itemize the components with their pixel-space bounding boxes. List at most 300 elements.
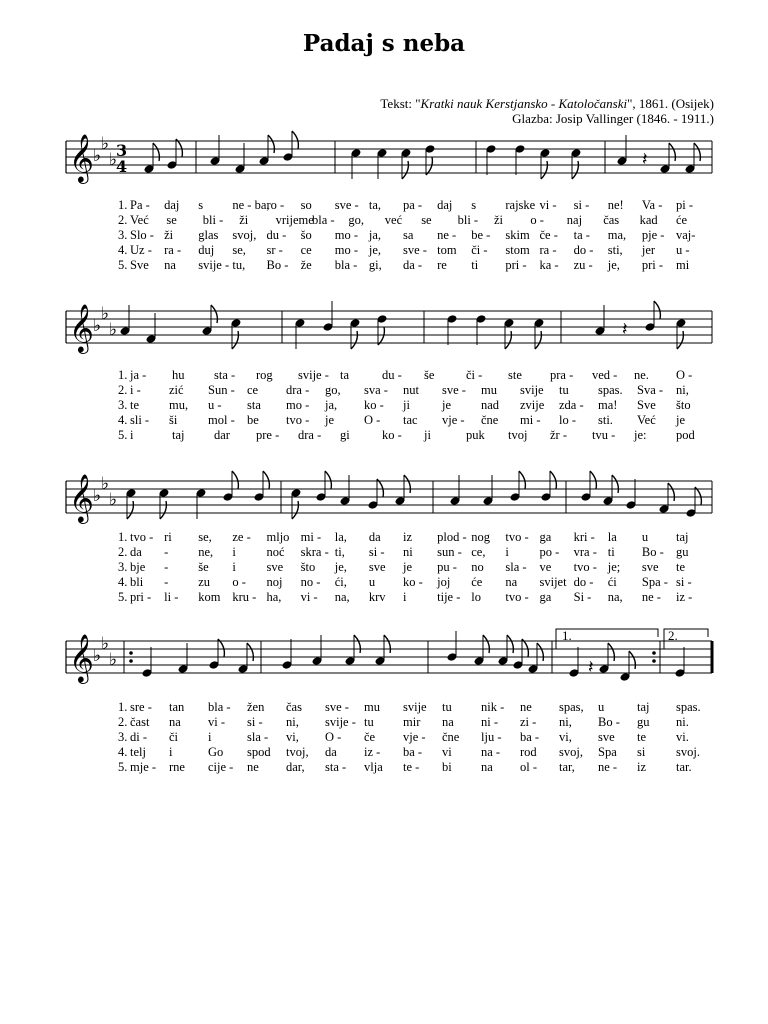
lyric-syllable: si - xyxy=(676,575,692,589)
note-flag xyxy=(384,635,390,653)
lyric-syllable: si xyxy=(637,745,646,759)
note-flag xyxy=(695,487,701,505)
lyric-syllable: ba - xyxy=(403,745,423,759)
lyric-syllable: vi, xyxy=(286,730,299,744)
flat-icon: ♭ xyxy=(101,634,110,654)
verse-number: 3. xyxy=(118,560,128,574)
lyric-syllable: u - xyxy=(208,398,222,412)
lyric-syllable: ni. xyxy=(676,715,689,729)
lyric-syllable: nad xyxy=(481,398,500,412)
lyric-syllable: do - xyxy=(573,575,594,589)
verse-number: 4. xyxy=(118,243,128,257)
lyric-syllable: O - xyxy=(676,368,693,382)
verse-line xyxy=(0,700,768,713)
note-flag xyxy=(268,135,274,153)
lyric-syllable: dar, xyxy=(286,760,305,774)
lyric-syllable: dra - xyxy=(286,383,310,397)
note-flag xyxy=(176,139,182,157)
verse-line xyxy=(0,530,768,543)
lyric-syllable: sve - xyxy=(442,383,466,397)
lyric-syllable: rajske xyxy=(505,198,536,212)
lyric-syllable: že xyxy=(300,258,312,272)
music-credit: Glazba: Josip Vallinger (1846. - 1911.) xyxy=(512,111,714,126)
lyric-syllable: je xyxy=(676,413,686,427)
lyric-syllable: spas. xyxy=(676,700,701,714)
lyric-syllable: i xyxy=(169,745,173,759)
flat-icon: ♭ xyxy=(93,316,102,336)
verse-number: 4. xyxy=(118,413,128,427)
lyric-syllable: sve xyxy=(641,560,659,574)
lyric-syllable: mu xyxy=(481,383,497,397)
note-flag xyxy=(232,471,238,489)
lyric-syllable: noj xyxy=(266,575,283,589)
lyric-syllable: go, xyxy=(348,213,365,227)
lyric-syllable: še xyxy=(424,368,435,382)
lyric-syllable: ja - xyxy=(130,368,147,382)
lyric-syllable: čne xyxy=(442,730,460,744)
verse-line xyxy=(0,575,768,588)
flat-icon: ♭ xyxy=(93,146,102,166)
lyric-syllable: nut xyxy=(403,383,419,397)
lyric-syllable: će xyxy=(676,213,688,227)
lyric-syllable: plod - xyxy=(437,530,467,544)
lyric-syllable: bli xyxy=(130,575,144,589)
lyric-syllable: čas xyxy=(603,213,620,227)
lyric-syllable: pra - xyxy=(550,368,574,382)
lyric-syllable: noć xyxy=(266,545,285,559)
lyric-syllable: be xyxy=(247,413,259,427)
lyric-syllable: Već xyxy=(637,413,656,427)
lyric-syllable: čne xyxy=(481,413,499,427)
lyric-syllable: svije xyxy=(403,700,427,714)
lyric-syllable: sti, xyxy=(607,243,623,257)
lyric-syllable: du - xyxy=(266,228,287,242)
flat-icon: ♭ xyxy=(101,304,110,324)
lyric-syllable: Uz - xyxy=(130,243,152,257)
verse-number: 5. xyxy=(118,258,128,272)
lyric-syllable: skra - xyxy=(300,545,329,559)
lyric-syllable: - xyxy=(164,545,169,559)
lyric-syllable: što xyxy=(676,398,691,412)
volta-label-1: 1. xyxy=(562,628,572,643)
quarter-rest-icon: 𝄽 xyxy=(642,149,648,170)
lyric-syllable: se xyxy=(166,213,177,227)
note-flag xyxy=(505,331,511,349)
note-flag xyxy=(377,479,383,497)
lyric-syllable: či - xyxy=(466,368,483,382)
lyric-syllable: Go xyxy=(208,745,224,759)
verse-line xyxy=(0,745,768,758)
lyric-syllable: tvo - xyxy=(505,590,529,604)
lyric-syllable: ši xyxy=(169,413,178,427)
lyric-syllable: stom xyxy=(505,243,530,257)
lyric-syllable: dra - xyxy=(298,428,322,442)
lyric-syllable: s xyxy=(471,198,477,212)
lyric-syllable: no xyxy=(471,560,484,574)
lyric-syllable: te xyxy=(676,560,686,574)
lyric-syllable: te xyxy=(637,730,647,744)
lyric-syllable: ro - xyxy=(266,198,285,212)
lyrics-block-4 xyxy=(0,700,768,774)
lyric-syllable: ce, xyxy=(471,545,486,559)
lyric-syllable: o - xyxy=(530,213,544,227)
lyric-syllable: da xyxy=(325,745,337,759)
lyric-syllable: ka - xyxy=(539,258,559,272)
lyric-syllable: mir xyxy=(403,715,421,729)
note-flag xyxy=(247,643,253,661)
lyric-syllable: ti xyxy=(471,258,479,272)
note-flag xyxy=(263,471,269,489)
note-flag xyxy=(535,331,541,349)
lyric-syllable: ni xyxy=(403,545,413,559)
lyric-syllable: vlja xyxy=(364,760,383,774)
note-flag xyxy=(153,143,159,161)
verse-line xyxy=(0,590,768,603)
lyric-syllable: Spa xyxy=(598,745,617,759)
lyrics-block-3 xyxy=(0,530,768,604)
lyric-syllable: tan xyxy=(169,700,185,714)
lyric-syllable: bli - xyxy=(202,213,224,227)
time-signature-top: 3 xyxy=(116,141,128,160)
lyric-syllable: si - xyxy=(573,198,590,212)
verse-line xyxy=(0,398,768,411)
lyric-syllable: ni, xyxy=(559,715,572,729)
lyric-syllable: ved - xyxy=(592,368,618,382)
lyric-syllable: du - xyxy=(382,368,402,382)
lyric-syllable: na xyxy=(169,715,181,729)
note-flag xyxy=(483,635,489,653)
lyric-syllable: rog xyxy=(256,368,273,382)
verse-number: 3. xyxy=(118,398,128,412)
note-flag xyxy=(590,471,596,489)
lyric-syllable: svoj, xyxy=(559,745,583,759)
note-flag xyxy=(426,157,432,175)
lyric-syllable: ti, xyxy=(334,545,345,559)
lyric-syllable: hu xyxy=(172,368,185,382)
lyrics-source: Kratki nauk Kerstjansko - Katoločanski xyxy=(420,96,628,111)
lyric-syllable: bla - xyxy=(208,700,231,714)
lyric-syllable: na xyxy=(505,575,518,589)
note-flag xyxy=(612,475,618,493)
lyric-syllable: sla - xyxy=(247,730,269,744)
lyric-syllable: naj xyxy=(566,213,583,227)
lyric-syllable: šo xyxy=(300,228,312,242)
lyric-syllable: gu xyxy=(676,545,689,559)
verse-number: 1. xyxy=(118,198,128,212)
lyric-syllable: sva - xyxy=(364,383,388,397)
lyric-syllable: tac xyxy=(403,413,418,427)
lyric-syllable: ne - xyxy=(437,228,457,242)
lyric-syllable: gi, xyxy=(368,258,382,272)
volta-label-2: 2. xyxy=(668,628,678,643)
note-flag xyxy=(218,639,224,657)
lyric-syllable: ra - xyxy=(164,243,182,257)
staff-system-1 xyxy=(0,130,768,190)
note-flag xyxy=(378,327,384,345)
lyric-syllable: ko - xyxy=(403,575,423,589)
lyric-syllable: svije - xyxy=(325,715,356,729)
flat-icon: ♭ xyxy=(109,490,118,510)
lyric-syllable: ste xyxy=(508,368,522,382)
lyric-syllable: i xyxy=(232,545,236,559)
lyric-syllable: tvo - xyxy=(505,530,529,544)
staff-system-2 xyxy=(0,300,768,360)
lyric-syllable: mo - xyxy=(286,398,310,412)
repeat-dot xyxy=(129,659,133,663)
lyrics-block-2 xyxy=(0,368,768,442)
lyric-syllable: iz xyxy=(637,760,647,774)
note-flag xyxy=(629,651,635,669)
lyric-syllable: te xyxy=(130,398,140,412)
lyric-syllable: o - xyxy=(232,575,246,589)
lyric-syllable: iz - xyxy=(676,590,693,604)
lyric-syllable: tu, xyxy=(232,258,246,272)
note-flag xyxy=(127,501,133,519)
lyric-syllable: gi xyxy=(340,428,350,442)
lyric-syllable: cije - xyxy=(208,760,234,774)
lyric-syllable: - xyxy=(164,575,169,589)
lyric-syllable: žen xyxy=(247,700,265,714)
lyric-syllable: Spa - xyxy=(641,575,668,589)
lyric-syllable: da - xyxy=(403,258,423,272)
lyric-syllable: Sun - xyxy=(208,383,235,397)
note-flag xyxy=(537,643,543,661)
lyric-syllable: rod xyxy=(520,745,537,759)
note-flag xyxy=(608,643,614,661)
lyric-syllable: vi - xyxy=(539,198,557,212)
lyric-syllable: na, xyxy=(334,590,350,604)
lyric-syllable: lju - xyxy=(481,730,502,744)
lyric-syllable: sta - xyxy=(214,368,236,382)
lyric-syllable: vi - xyxy=(300,590,318,604)
lyric-syllable: vje - xyxy=(403,730,426,744)
flat-icon: ♭ xyxy=(101,134,110,154)
verse-number: 2. xyxy=(118,383,128,397)
lyric-syllable: tvo - xyxy=(130,530,154,544)
quarter-rest-icon: 𝄽 xyxy=(622,319,628,340)
lyric-syllable: sve - xyxy=(334,198,359,212)
lyric-syllable: sre - xyxy=(130,700,152,714)
lyric-syllable: vje - xyxy=(442,413,465,427)
lyric-syllable: pri - xyxy=(505,258,527,272)
lyric-syllable: či xyxy=(169,730,179,744)
lyric-syllable: Bo - xyxy=(598,715,620,729)
lyric-syllable: pri - xyxy=(641,258,664,272)
lyric-syllable: ve xyxy=(539,560,552,574)
lyric-syllable: glas xyxy=(198,228,219,242)
lyric-syllable: mje - xyxy=(130,760,157,774)
lyric-syllable: u xyxy=(368,575,376,589)
lyric-syllable: kri - xyxy=(573,530,595,544)
verse-line xyxy=(0,428,768,441)
lyric-syllable: iz xyxy=(403,530,413,544)
lyric-syllable: Bo - xyxy=(266,258,289,272)
lyric-syllable: tvo - xyxy=(573,560,597,574)
verse-number: 1. xyxy=(118,530,128,544)
lyric-syllable: Va - xyxy=(641,198,663,212)
verse-number: 4. xyxy=(118,745,128,759)
verse-line xyxy=(0,730,768,743)
lyric-syllable: bla - xyxy=(312,213,335,227)
verse-line xyxy=(0,760,768,773)
lyric-syllable: spod xyxy=(247,745,271,759)
lyric-syllable: la xyxy=(607,530,617,544)
lyric-syllable: na, xyxy=(607,590,623,604)
lyric-syllable: še xyxy=(198,560,209,574)
note-flag xyxy=(351,331,357,349)
lyric-syllable: ne xyxy=(247,760,259,774)
lyric-syllable: ji xyxy=(424,428,431,442)
verse-number: 3. xyxy=(118,228,128,242)
lyric-syllable: sve - xyxy=(403,243,427,257)
lyric-syllable: svije xyxy=(520,383,544,397)
lyric-syllable: tvoj xyxy=(508,428,528,442)
lyric-syllable: će xyxy=(471,575,483,589)
lyric-syllable: sli - xyxy=(130,413,150,427)
note-flag xyxy=(292,501,298,519)
lyric-syllable: sve - xyxy=(325,700,349,714)
lyric-syllable: sve xyxy=(266,560,284,574)
note-flag xyxy=(694,143,700,161)
lyric-syllable: na xyxy=(164,258,176,272)
flat-icon: ♭ xyxy=(101,474,110,494)
lyric-syllable: Bo - xyxy=(641,545,664,559)
lyric-syllable: ha, xyxy=(266,590,282,604)
lyric-syllable: nog xyxy=(471,530,490,544)
lyric-syllable: bla - xyxy=(334,258,358,272)
note-flag xyxy=(404,475,410,493)
lyric-syllable: - xyxy=(164,560,169,574)
note-flag xyxy=(541,161,547,179)
lyric-syllable: no - xyxy=(300,575,321,589)
lyric-syllable: sla - xyxy=(505,560,527,574)
lyric-syllable: je; xyxy=(607,560,621,574)
lyric-syllable: duj xyxy=(198,243,215,257)
lyric-syllable: ta, xyxy=(368,198,382,212)
lyrics-block-1 xyxy=(0,198,768,272)
lyric-syllable: ne, xyxy=(198,545,214,559)
lyric-syllable: ne - ba, xyxy=(232,198,270,212)
note-flag xyxy=(522,639,528,657)
lyric-syllable: pi - xyxy=(676,198,694,212)
note-flag xyxy=(669,143,675,161)
lyric-syllable: Sve xyxy=(130,258,149,272)
lyric-syllable: joj xyxy=(437,575,451,589)
verse-line xyxy=(0,228,768,241)
lyric-syllable: go, xyxy=(325,383,341,397)
lyric-syllable: taj xyxy=(637,700,650,714)
lyric-syllable: do - xyxy=(573,243,594,257)
lyric-syllable: tu xyxy=(364,715,374,729)
lyric-syllable: ni, xyxy=(676,383,689,397)
treble-clef-icon: 𝄞 xyxy=(69,303,94,352)
lyric-syllable: ol - xyxy=(520,760,538,774)
lyric-syllable: ći xyxy=(607,575,617,589)
lyric-syllable: mi - xyxy=(520,413,541,427)
lyric-syllable: taj xyxy=(172,428,185,442)
verse-line xyxy=(0,545,768,558)
lyric-syllable: ce xyxy=(247,383,259,397)
verse-number: 1. xyxy=(118,700,128,714)
lyric-syllable: kru - xyxy=(232,590,257,604)
lyric-syllable: u - xyxy=(676,243,690,257)
note-flag xyxy=(160,501,166,519)
lyric-syllable: ti xyxy=(607,545,615,559)
lyric-syllable: sa xyxy=(403,228,414,242)
lyric-syllable: mol - xyxy=(208,413,235,427)
lyric-syllable: se xyxy=(421,213,432,227)
lyric-syllable: jer xyxy=(641,243,656,257)
lyric-syllable: i xyxy=(403,590,407,604)
verse-number: 2. xyxy=(118,213,128,227)
lyric-syllable: tvu - xyxy=(592,428,616,442)
song-title: Padaj s neba xyxy=(302,30,466,57)
lyric-syllable: mu xyxy=(364,700,380,714)
lyric-syllable: Već xyxy=(130,213,149,227)
verse-number: 2. xyxy=(118,715,128,729)
lyric-syllable: i xyxy=(505,545,509,559)
lyric-syllable: ne - xyxy=(598,760,618,774)
verse-number: 5. xyxy=(118,428,128,442)
verse-line xyxy=(0,560,768,573)
lyric-syllable: pod xyxy=(676,428,695,442)
lyric-syllable: tom xyxy=(437,243,457,257)
lyric-syllable: daj xyxy=(437,198,453,212)
lyric-syllable: vi. xyxy=(676,730,689,744)
lyric-syllable: lo xyxy=(471,590,481,604)
lyric-syllable: ma! xyxy=(598,398,618,412)
lyric-syllable: sta - xyxy=(325,760,347,774)
lyric-syllable: na - xyxy=(481,745,501,759)
lyric-syllable: što xyxy=(300,560,316,574)
lyric-syllable: je: xyxy=(634,428,647,442)
verse-number: 3. xyxy=(118,730,128,744)
note-flag xyxy=(519,471,525,489)
staff-system-4 xyxy=(0,625,768,695)
lyric-syllable: zda - xyxy=(559,398,584,412)
verse-line xyxy=(0,413,768,426)
verse-line xyxy=(0,198,768,211)
lyric-syllable: Pa - xyxy=(130,198,150,212)
lyric-syllable: ni - xyxy=(481,715,499,729)
verse-line xyxy=(0,368,768,381)
lyric-syllable: spas. xyxy=(598,383,623,397)
lyric-syllable: u xyxy=(598,700,605,714)
lyric-syllable: na xyxy=(481,760,493,774)
lyric-syllable: već xyxy=(384,213,403,227)
lyric-syllable: sr - xyxy=(266,243,283,257)
lyric-syllable: je xyxy=(442,398,452,412)
lyric-syllable: ga xyxy=(539,590,552,604)
lyric-syllable: Sva - xyxy=(637,383,664,397)
lyric-syllable: vrijeme xyxy=(275,213,314,227)
lyric-syllable: svijet xyxy=(539,575,567,589)
lyric-syllable: vi - xyxy=(208,715,226,729)
flat-icon: ♭ xyxy=(109,150,118,170)
lyric-syllable: čast xyxy=(130,715,150,729)
note-flag xyxy=(550,471,556,489)
verse-line xyxy=(0,243,768,256)
lyric-syllable: pa - xyxy=(403,198,423,212)
lyric-syllable: tvo - xyxy=(286,413,310,427)
repeat-dot xyxy=(652,651,656,655)
lyric-syllable: svoj. xyxy=(676,745,700,759)
lyric-syllable: re xyxy=(437,258,447,272)
note-flag xyxy=(211,305,217,323)
lyric-syllable: tu xyxy=(559,383,569,397)
lyric-syllable: lo - xyxy=(559,413,577,427)
lyric-syllable: ji xyxy=(403,398,410,412)
